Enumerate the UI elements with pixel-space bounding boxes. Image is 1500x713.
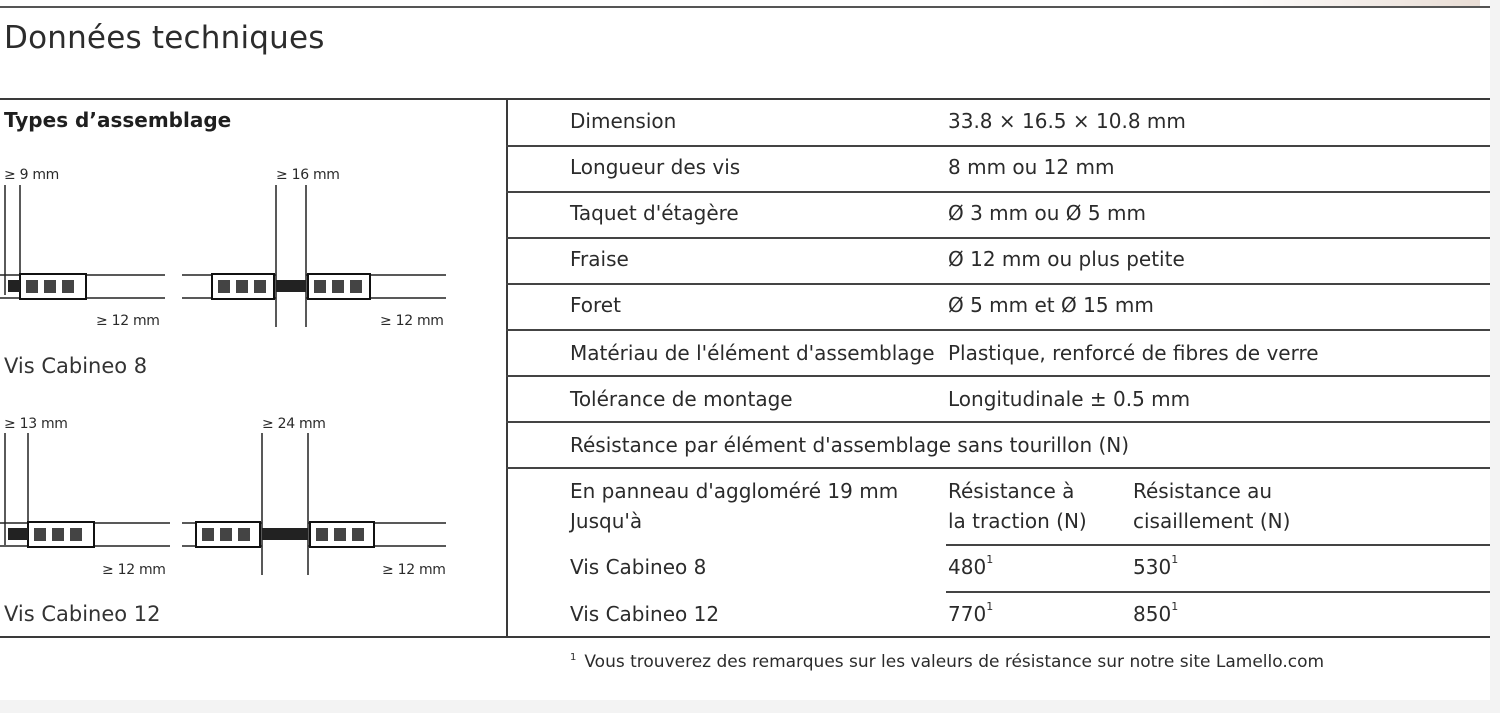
resistance-col-header: Jusqu'à — [570, 509, 643, 533]
spec-value: Ø 3 mm ou Ø 5 mm — [948, 201, 1146, 225]
resistance-row-name: Vis Cabineo 8 — [570, 555, 707, 579]
diagram-caption: Vis Cabineo 12 — [4, 602, 161, 626]
spec-value: Longitudinale ± 0.5 mm — [948, 387, 1191, 411]
resistance-col-header: Résistance au — [1133, 479, 1273, 503]
t-joint-diagram — [180, 185, 450, 330]
spec-label: Tolérance de montage — [570, 387, 793, 411]
dim-label: ≥ 12 mm — [382, 562, 446, 578]
top-rule — [0, 6, 1490, 8]
spec-value: Ø 5 mm et Ø 15 mm — [948, 293, 1154, 317]
resistance-col-header: En panneau d'aggloméré 19 mm — [570, 479, 899, 503]
spec-label: Foret — [570, 293, 621, 317]
row-divider — [506, 283, 1490, 285]
diagram-caption: Vis Cabineo 8 — [4, 354, 148, 378]
dim-label: ≥ 9 mm — [4, 167, 60, 183]
spec-value: 33.8 × 16.5 × 10.8 mm — [948, 109, 1186, 133]
dim-label: ≥ 12 mm — [96, 313, 160, 329]
section-bottom-rule — [0, 636, 1490, 638]
resistance-heading: Résistance par élément d'assemblage sans tourillon (N) — [570, 433, 1130, 457]
row-divider — [946, 544, 1490, 546]
row-divider — [506, 191, 1490, 193]
resistance-traction-value: $770^1$ — [948, 600, 994, 626]
page-title: Données techniques — [4, 20, 325, 56]
resistance-col-header: cisaillement (N) — [1133, 509, 1291, 533]
resistance-shear-value: $530^1$ — [1133, 553, 1179, 579]
dim-label: ≥ 16 mm — [276, 167, 340, 183]
resistance-row-name: Vis Cabineo 12 — [570, 602, 720, 626]
row-divider — [506, 237, 1490, 239]
spec-label: Matériau de l'élément d'assemblage — [570, 341, 935, 365]
row-divider — [506, 467, 1490, 469]
footnote: $^1$ Vous trouverez des remarques sur les valeurs de résistance sur notre site Lamello.com — [570, 652, 1325, 672]
joint-types-heading: Types d’assemblage — [4, 108, 232, 132]
spec-label: Longueur des vis — [570, 155, 741, 179]
row-divider — [506, 421, 1490, 423]
spec-value: Ø 12 mm ou plus petite — [948, 247, 1185, 271]
dim-label: ≥ 12 mm — [102, 562, 166, 578]
row-divider — [946, 591, 1490, 593]
column-divider — [506, 98, 508, 638]
row-divider — [506, 145, 1490, 147]
dim-label: ≥ 12 mm — [380, 313, 444, 329]
resistance-col-header: la traction (N) — [948, 509, 1087, 533]
resistance-shear-value: $850^1$ — [1133, 600, 1179, 626]
section-top-rule — [0, 98, 1490, 100]
corner-joint-diagram — [0, 433, 175, 563]
corner-joint-diagram — [0, 185, 170, 315]
row-divider — [506, 375, 1490, 377]
dim-label: ≥ 24 mm — [262, 416, 326, 432]
row-divider — [506, 329, 1490, 331]
resistance-traction-value: $480^1$ — [948, 553, 994, 579]
resistance-col-header: Résistance à — [948, 479, 1075, 503]
spec-label: Fraise — [570, 247, 629, 271]
spec-label: Taquet d'étagère — [570, 201, 739, 225]
spec-label: Dimension — [570, 109, 677, 133]
spec-value: 8 mm ou 12 mm — [948, 155, 1115, 179]
spec-value: Plastique, renforcé de fibres de verre — [948, 341, 1319, 365]
dim-label: ≥ 13 mm — [4, 416, 68, 432]
t-joint-diagram — [180, 433, 450, 578]
